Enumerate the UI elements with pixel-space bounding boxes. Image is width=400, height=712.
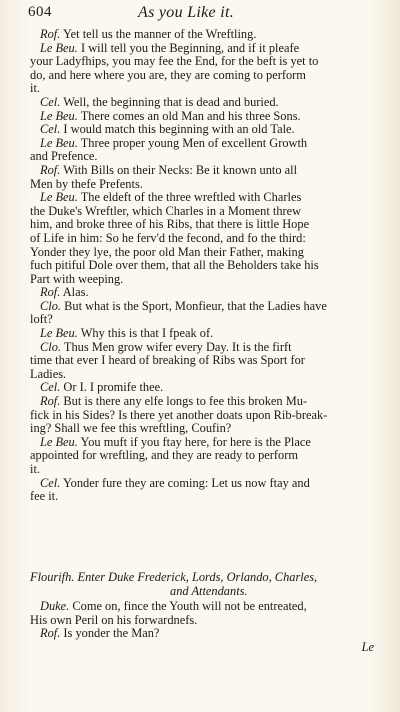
line-text: Part with weeping.: [30, 271, 124, 286]
text-line: [30, 341, 376, 355]
speaker-name: Le Beu.: [40, 135, 78, 150]
text-line: [30, 600, 376, 614]
text-line: [30, 395, 376, 409]
line-text: I will tell you the Beginning, and if it pleafe: [80, 40, 300, 55]
speaker-name: Le Beu.: [40, 40, 78, 55]
text-line: [30, 246, 376, 260]
line-text: You muft if you ftay here, for here is the Place: [80, 434, 311, 449]
text-line: [30, 123, 376, 137]
text-line: [30, 55, 376, 69]
text-line: [30, 300, 376, 314]
text-line: [30, 69, 376, 83]
line-text: Ladies.: [30, 366, 67, 381]
running-title: As you Like it.: [138, 4, 235, 21]
speaker-name: Cel.: [40, 94, 61, 109]
text-line: [30, 354, 376, 368]
line-text: the Duke's Wreftler, which Charles in a Moment threw: [30, 203, 302, 218]
text-line: [30, 28, 376, 42]
text-line: [30, 368, 376, 382]
speaker-name: Le Beu.: [40, 190, 78, 205]
speaker-name: Cel.: [40, 122, 61, 137]
speaker-name: Duke.: [40, 599, 70, 613]
text-line: [30, 191, 376, 205]
line-text: fuch pitiful Dole over them, that all the Beholders take his: [30, 258, 319, 273]
stage-direction-line-2: and Attendants.: [170, 583, 248, 598]
text-line: [30, 449, 376, 463]
line-text: Yonder fure they are coming: Let us now ftay and: [62, 475, 310, 490]
text-line: [30, 627, 376, 641]
text-line: [30, 205, 376, 219]
text-line: [30, 82, 376, 96]
line-text: him, and broke three of his Ribs, that there is little Hope: [30, 217, 310, 232]
dialogue-tail: [30, 600, 376, 641]
line-text: Yet tell us the manner of the Wreftling.: [62, 27, 257, 41]
line-text: I would match this beginning with an old Tale.: [63, 122, 295, 137]
line-text: Thus Men grow wifer every Day. It is the firft: [63, 339, 292, 354]
line-text: Yonder they lye, the poor old Man their Father, making: [30, 244, 304, 259]
speaker-name: Rof.: [40, 27, 61, 41]
line-text: His own Peril on his forwardnefs.: [30, 612, 198, 627]
line-text: your Ladyfhips, you may fee the End, for the beft is yet to: [30, 54, 319, 69]
text-line: [30, 436, 376, 450]
speaker-name: Rof.: [40, 285, 61, 300]
text-line: [30, 409, 376, 423]
text-line: [30, 463, 376, 477]
text-line: [30, 150, 376, 164]
text-line: [30, 490, 376, 504]
line-text: Is yonder the Man?: [63, 626, 160, 641]
text-line: [30, 273, 376, 287]
line-text: There comes an old Man and his three Sons.: [80, 108, 301, 123]
line-text: fick in his Sides? Is there yet another doats upon Rib-break-: [30, 407, 328, 422]
line-text: appointed for wreftling, and they are ready to perform: [30, 448, 299, 463]
text-line: [30, 381, 376, 395]
line-text: loft?: [30, 312, 53, 327]
text-line: [30, 96, 376, 110]
text-line: [30, 164, 376, 178]
text-line: [30, 137, 376, 151]
text-line: [30, 422, 376, 436]
line-text: Come on, fince the Youth will not be entreated,: [72, 599, 307, 613]
line-text: Why this is that I fpeak of.: [80, 326, 214, 341]
speaker-name: Le Beu.: [40, 108, 78, 123]
speaker-name: Rof.: [40, 394, 61, 409]
text-line: [30, 232, 376, 246]
line-text: Alas.: [62, 285, 89, 300]
text-line: [30, 286, 376, 300]
text-line: [30, 110, 376, 124]
line-text: But is there any elfe longs to fee this broken Mu-: [63, 394, 308, 409]
line-text: Three proper young Men of excellent Growth: [80, 135, 308, 150]
text-line: [30, 178, 376, 192]
line-text: Well, the beginning that is dead and buried.: [63, 94, 279, 109]
line-text: ing? Shall we fee this wreftling, Coufin?: [30, 421, 232, 436]
speaker-name: Le Beu.: [40, 434, 78, 449]
text-line: [30, 42, 376, 56]
line-text: it.: [30, 81, 40, 96]
page-header: [28, 4, 378, 24]
speaker-name: Cel.: [40, 475, 61, 490]
line-text: time that ever I heard of breaking of Ribs was Sport for: [30, 353, 305, 368]
speaker-name: Rof.: [40, 626, 61, 641]
stage-direction-line-1: Flourifh. Enter Duke Frederick, Lords, Orlando, Charles,: [30, 570, 318, 584]
line-text: With Bills on their Necks: Be it known unto all: [63, 162, 298, 177]
text-line: [30, 477, 376, 491]
text-line: [30, 614, 376, 628]
text-line: [30, 259, 376, 273]
stage-direction: [30, 570, 376, 597]
text-line: [30, 218, 376, 232]
speaker-name: Clo.: [40, 339, 61, 354]
line-text: Or I. I promife thee.: [63, 380, 164, 395]
page-number: 604: [28, 4, 52, 20]
line-text: fee it.: [30, 489, 59, 504]
line-text: of Life in him: So he ferv'd the fecond, and fo the third:: [30, 230, 306, 245]
line-text: Men by thefe Prefents.: [30, 176, 143, 191]
line-text: But what is the Sport, Monfieur, that the Ladies have: [64, 298, 327, 313]
dialogue-body: [30, 28, 376, 504]
line-text: The eldeft of the three wreftled with Charles: [80, 190, 302, 205]
line-text: do, and here where you are, they are coming to perform: [30, 67, 306, 82]
catchword: Le: [361, 640, 374, 654]
speaker-name: Rof.: [40, 162, 61, 177]
speaker-name: Clo.: [40, 298, 61, 313]
speaker-name: Cel.: [40, 380, 61, 395]
line-text: it.: [30, 462, 40, 476]
text-line: [30, 313, 376, 327]
line-text: and Prefence.: [30, 149, 98, 164]
speaker-name: Le Beu.: [40, 326, 78, 341]
text-line: [30, 327, 376, 341]
